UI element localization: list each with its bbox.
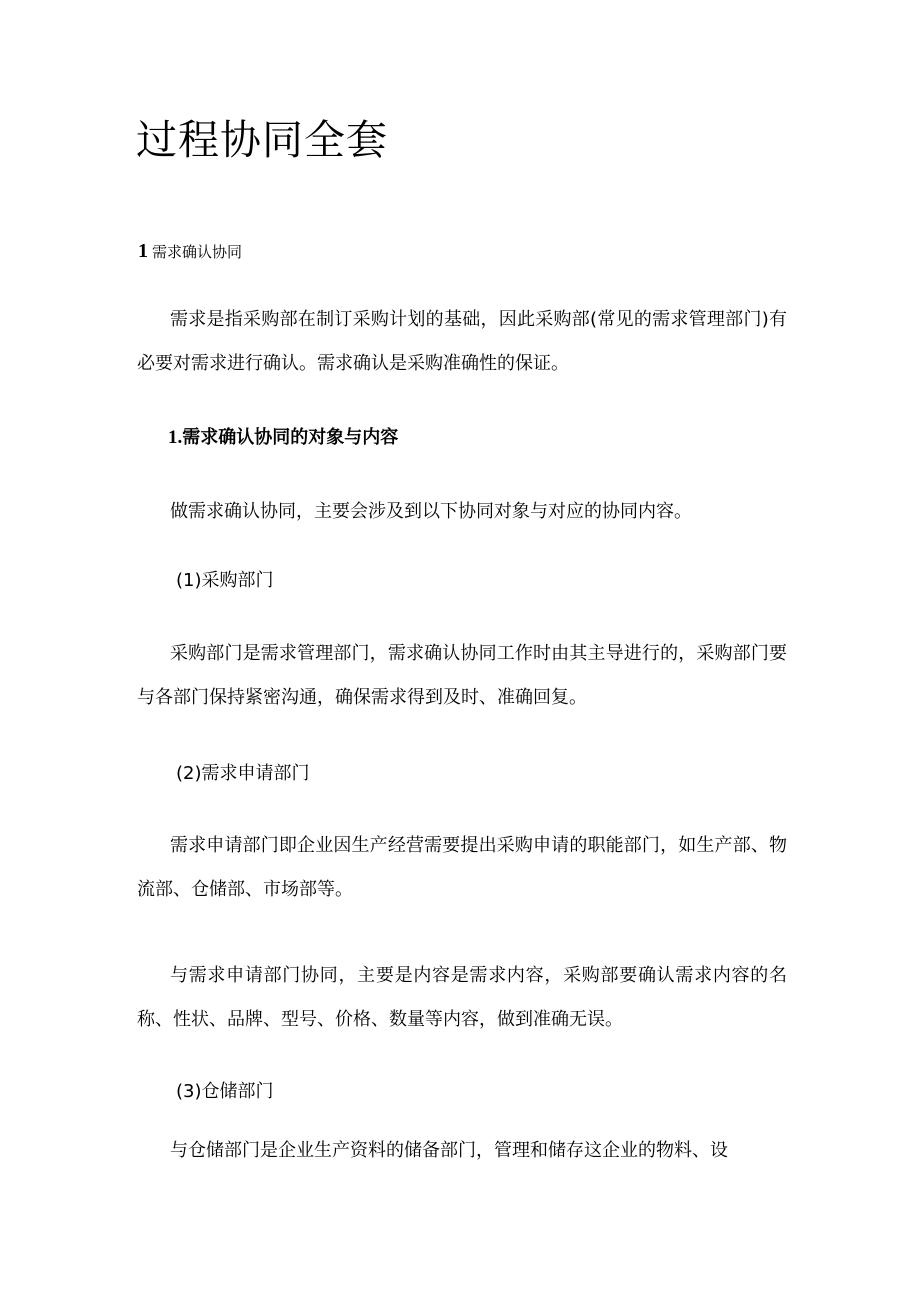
item-paragraph-purchasing: 采购部门是需求管理部门，需求确认协同工作时由其主导进行的，采购部门要与各部门保持紧密沟通，确保需求得到及时、准确回复。 bbox=[137, 643, 787, 708]
intro-paragraph: 需求是指采购部在制订采购计划的基础，因此采购部(常见的需求管理部门)有必要对需求进行确认。需求确认是采购准确性的保证。 bbox=[137, 309, 787, 374]
item-paragraph-requesting-dept-1: 需求申请部门即企业因生产经营需要提出采购申请的职能部门，如生产部、物流部、仓储部、市场部等。 bbox=[137, 835, 787, 900]
subsection-number: 1. bbox=[168, 427, 183, 448]
item-paragraph-warehouse: 与仓储部门是企业生产资料的储备部门，管理和储存这企业的物料、设 bbox=[170, 1140, 728, 1161]
section-title: 需求确认协同 bbox=[152, 243, 243, 261]
section-heading bbox=[138, 238, 242, 265]
document-title: 过程协同全套 bbox=[136, 116, 388, 164]
item-label-purchasing: (1)采购部门 bbox=[176, 570, 274, 591]
subsection-heading bbox=[168, 424, 398, 452]
subsection-title: 需求确认协同的对象与内容 bbox=[182, 427, 399, 448]
section-number: 1 bbox=[138, 240, 148, 262]
item-label-warehouse: (3)仓储部门 bbox=[176, 1081, 274, 1102]
item-paragraph-requesting-dept-2: 与需求申请部门协同，主要是内容是需求内容，采购部要确认需求内容的名称、性状、品牌、型号、价格、数量等内容，做到准确无误。 bbox=[137, 965, 787, 1030]
subsection-paragraph: 做需求确认协同，主要会涉及到以下协同对象与对应的协同内容。 bbox=[170, 501, 692, 522]
item-label-requesting-dept: (2)需求申请部门 bbox=[176, 763, 310, 784]
